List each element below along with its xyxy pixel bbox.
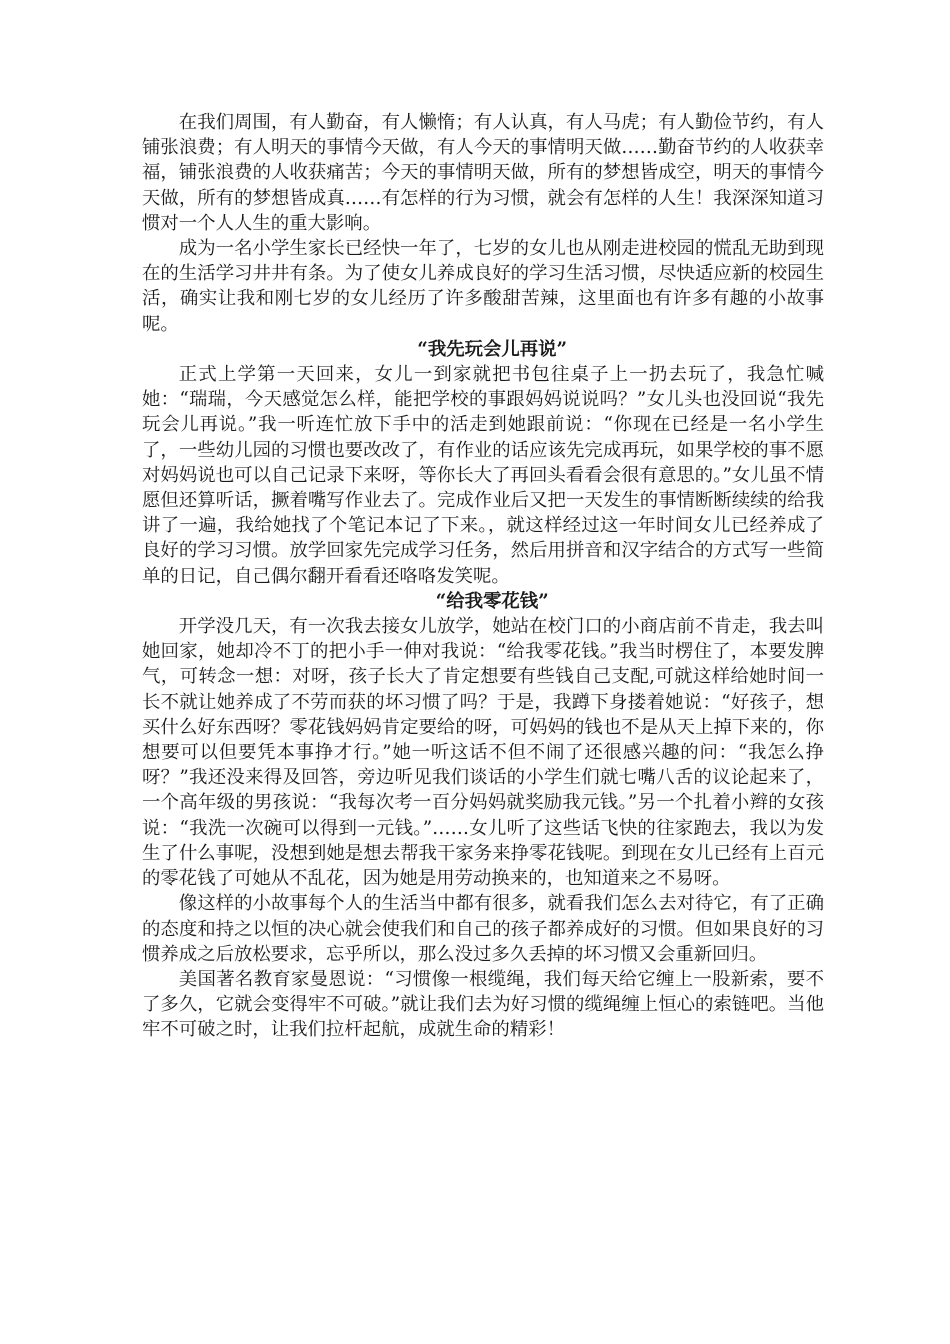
- section2-paragraph-1: 开学没几天，有一次我去接女儿放学，她站在校门口的小商店前不肯走，我去叫她回家，她却冷不丁的把小手一伸对我说：“给我零花钱。”我当时楞住了，本要发脾气，可转念一想：对呀，孩子长大了肯定想要有些钱自己支配,可就这样给她时间一长不就让她养成了不劳而获的坏习惯了吗？于是，我蹲下身搂着她说：“好孩子，想买什么好东西呀？零花钱妈妈肯定要给的呀，可妈妈的钱也不是从天上掉下来的，你想要可以但要凭本事挣才行。”她一听这话不但不闹了还很感兴趣的问：“我怎么挣呀？”我还没来得及回答，旁边听见我们谈话的小学生们就七嘴八舌的议论起来了，一个高年级的男孩说：“我每次考一百分妈妈就奖励我元钱。”另一个扎着小辫的女孩说：“我洗一次碗可以得到一元钱。”……女儿听了这些话飞快的往家跑去，我以为发生了什么事呢，没想到她是想去帮我干家务来挣零花钱呢。到现在女儿已经有上百元的零花钱了可她从不乱花，因为她是用劳动换来的，也知道来之不易呀。: [142, 616, 824, 890]
- intro-paragraph-1: 在我们周围，有人勤奋，有人懒惰；有人认真，有人马虎；有人勤俭节约，有人铺张浪费；有人明天的事情今天做，有人今天的事情明天做……勤奋节约的人收获幸福，铺张浪费的人收获痛苦；今天的事情明天做，所有的梦想皆成空，明天的事情今天做，所有的梦想皆成真……有怎样的行为习惯，就会有怎样的人生！我深深知道习惯对一个人人生的重大影响。: [142, 112, 824, 234]
- section-heading-play-first: “我先玩会儿再说”: [417, 338, 568, 360]
- section-heading-pocket-money: “给我零花钱”: [435, 590, 549, 612]
- section2-paragraph-3: 美国著名教育家曼恩说：“习惯像一根缆绳，我们每天给它缠上一股新索，要不了多久，它就会变得牢不可破。”就让我们去为好习惯的缆绳缠上恒心的索链吧。当他牢不可破之时，让我们拉杆起航，成就生命的精彩！: [142, 968, 824, 1041]
- document-page: [142, 110, 824, 1043]
- section2-paragraph-2: 像这样的小故事每个人的生活当中都有很多，就看我们怎么去对待它，有了正确的态度和持之以恒的决心就会使我们和自己的孩子都养成好的习惯。但如果良好的习惯养成之后放松要求，忘乎所以，那么没过多久丢掉的坏习惯又会重新回归。: [142, 893, 824, 965]
- section1-paragraph: 正式上学第一天回来，女儿一到家就把书包往桌子上一扔去玩了，我急忙喊她：“瑞瑞，今天感觉怎么样，能把学校的事跟妈妈说说吗？”女儿头也没回说“我先玩会儿再说。”我一听连忙放下手中的活走到她跟前说：“你现在已经是一名小学生了，一些幼儿园的习惯也要改改了，有作业的话应该先完成再玩，如果学校的事不愿对妈妈说也可以自己记录下来呀，等你长大了再回头看看会很有意思的。”女儿虽不情愿但还算听话，撅着嘴写作业去了。完成作业后又把一天发生的事情断断续续的给我讲了一遍，我给她找了个笔记本记了下来。，就这样经过这一年时间女儿已经养成了良好的学习习惯。放学回家先完成学习任务，然后用拼音和汉字结合的方式写一些简单的日记，自己偶尔翻开看看还咯咯发笑呢。: [142, 364, 824, 587]
- intro-paragraph-2: 成为一名小学生家长已经快一年了，七岁的女儿也从刚走进校园的慌乱无助到现在的生活学习井井有条。为了使女儿养成良好的学习生活习惯，尽快适应新的校园生活，确实让我和刚七岁的女儿经历了许多酸甜苦辣，这里面也有许多有趣的小故事呢。: [142, 238, 824, 335]
